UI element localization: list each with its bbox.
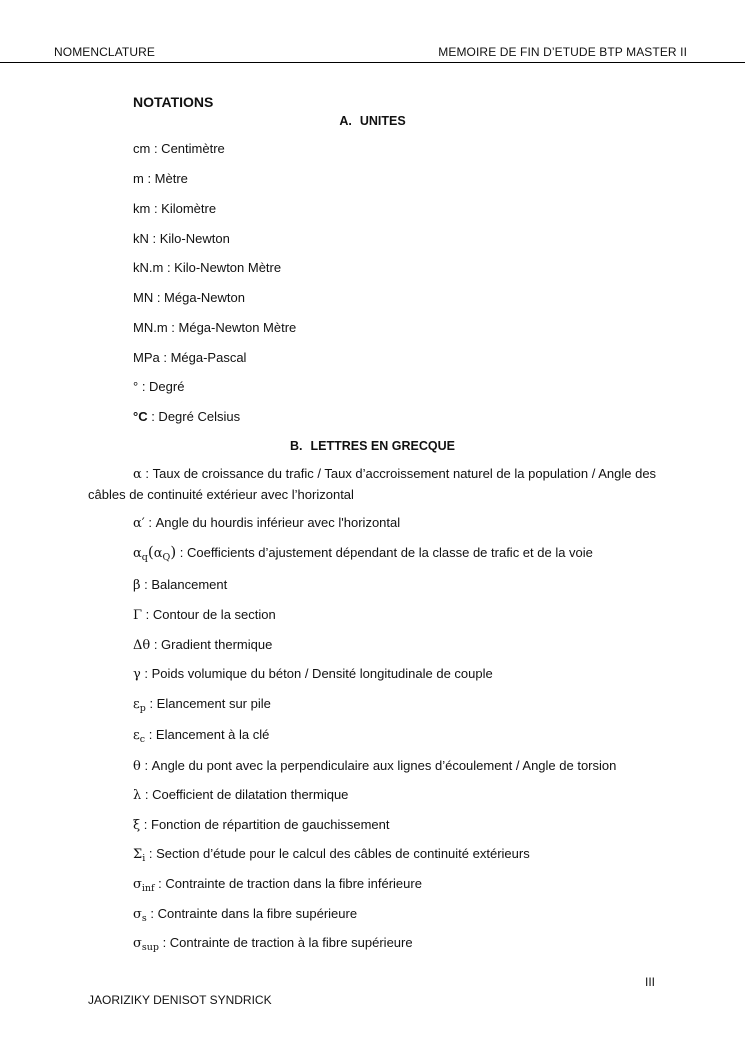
unit-desc: : Mètre (143, 171, 188, 186)
greek-symbol: σ (133, 936, 142, 951)
greek-desc: : Coefficient de dilatation thermique (141, 787, 349, 802)
unit-desc: : Kilomètre (150, 201, 217, 216)
greek-desc: : Elancement sur pile (145, 696, 271, 711)
greek-symbol: ε (133, 728, 140, 743)
greek-item (133, 543, 593, 563)
unit-desc: : Degré Celsius (147, 409, 241, 424)
greek-subscript: Q (162, 552, 171, 563)
greek-item (133, 666, 493, 682)
page-title: NOTATIONS (133, 94, 214, 110)
greek-desc: : Contrainte de traction dans la fibre inférieure (154, 876, 422, 891)
section-a-number: A. (339, 114, 352, 128)
greek-desc: : Poids volumique du béton / Densité longitudinale de couple (140, 666, 493, 681)
greek-symbol: β (133, 578, 141, 593)
greek-symbol: Γ (133, 608, 143, 623)
greek-item (133, 846, 530, 864)
greek-symbol: α′ (133, 516, 145, 531)
greek-subscript: s (141, 913, 147, 924)
greek-subscript: inf (141, 883, 155, 894)
unit-symbol: °C (133, 409, 148, 424)
greek-subscript: i (142, 853, 146, 864)
greek-desc: : Contrainte de traction à la fibre supérieure (158, 935, 413, 950)
unit-symbol: ° (133, 379, 139, 394)
greek-item (133, 787, 348, 803)
unit-desc: : Méga-Pascal (159, 350, 247, 365)
unit-item (133, 141, 225, 156)
greek-desc: : Contrainte dans la fibre supérieure (146, 906, 358, 921)
greek-symbol: σ (133, 877, 142, 892)
greek-desc: : Taux de croissance du trafic / Taux d’accroissement naturel de la population / Angle des câbles de continuité extérieur avec l’horizontal (88, 466, 657, 502)
unit-item (133, 320, 296, 335)
greek-desc: : Angle du hourdis inférieur avec l'horizontal (144, 515, 401, 530)
unit-item (133, 260, 281, 275)
greek-symbol: Δθ (133, 638, 151, 653)
header-left: NOMENCLATURE (54, 45, 155, 59)
header-rule (0, 62, 745, 63)
unit-symbol: MPa (133, 350, 160, 365)
page-number: III (644, 975, 655, 989)
greek-desc: : Elancement à la clé (145, 727, 270, 742)
section-a-label: UNITES (359, 114, 406, 128)
unit-item (133, 379, 184, 394)
greek-desc: : Fonction de répartition de gauchissement (140, 817, 390, 832)
unit-item (133, 201, 216, 216)
greek-symbol: Σ (133, 847, 143, 862)
greek-item (133, 876, 422, 894)
unit-desc: : Méga-Newton (153, 290, 245, 305)
unit-symbol: MN.m (133, 320, 168, 335)
greek-item (133, 515, 400, 531)
greek-symbol: λ (133, 788, 142, 803)
greek-symbol: θ (133, 759, 141, 774)
greek-item (133, 696, 271, 714)
section-b-label: LETTRES EN GRECQUE (310, 439, 455, 453)
unit-item (133, 290, 245, 305)
greek-desc: : Section d’étude pour le calcul des câbles de continuité extérieurs (145, 846, 530, 861)
greek-symbol: σ (133, 907, 142, 922)
section-b-heading (0, 439, 745, 453)
greek-item (133, 727, 269, 745)
unit-item (133, 231, 230, 246)
greek-desc: : Angle du pont avec la perpendiculaire aux lignes d’écoulement / Angle de torsion (140, 758, 617, 773)
greek-item (133, 906, 357, 924)
unit-symbol: kN.m (133, 260, 164, 275)
greek-symbol: ε (133, 697, 140, 712)
unit-item (133, 171, 188, 186)
greek-symbol: α (153, 546, 163, 561)
unit-symbol: kN (133, 231, 149, 246)
section-b-number: B. (290, 439, 303, 453)
greek-subscript: sup (141, 942, 159, 953)
unit-desc: : Centimètre (150, 141, 225, 156)
greek-item (133, 758, 616, 774)
greek-desc: : Gradient thermique (150, 637, 273, 652)
unit-symbol: MN (133, 290, 154, 305)
greek-symbol: α (133, 546, 142, 561)
greek-subscript: c (139, 734, 146, 745)
unit-symbol: km (133, 201, 151, 216)
unit-symbol: cm (133, 141, 151, 156)
greek-desc: : Coefficients d’ajustement dépendant de la classe de trafic et de la voie (176, 545, 593, 560)
greek-desc: : Contour de la section (142, 607, 276, 622)
unit-desc: : Kilo-Newton Mètre (163, 260, 282, 275)
greek-subscript: p (139, 703, 146, 714)
section-a-heading (0, 114, 745, 128)
greek-symbol: ξ (133, 818, 141, 833)
greek-subscript: q (141, 552, 148, 563)
greek-item (133, 817, 389, 833)
footer-author: JAORIZIKY DENISOT SYNDRICK (88, 993, 272, 1007)
greek-item (133, 637, 272, 653)
paren-close: ) (170, 543, 177, 561)
greek-item (88, 464, 678, 505)
greek-item (133, 577, 227, 593)
unit-desc: : Méga-Newton Mètre (167, 320, 297, 335)
greek-symbol: α (133, 467, 142, 482)
unit-symbol: m (133, 171, 144, 186)
unit-item (133, 350, 246, 365)
unit-item (133, 409, 240, 424)
unit-desc: : Kilo-Newton (148, 231, 230, 246)
unit-desc: : Degré (138, 379, 185, 394)
greek-item (133, 935, 413, 953)
paren-open: ( (147, 543, 154, 561)
greek-desc: : Balancement (140, 577, 228, 592)
greek-symbol: γ (133, 667, 141, 682)
header-right: MEMOIRE DE FIN D’ETUDE BTP MASTER II (438, 45, 687, 59)
greek-item (133, 607, 276, 623)
